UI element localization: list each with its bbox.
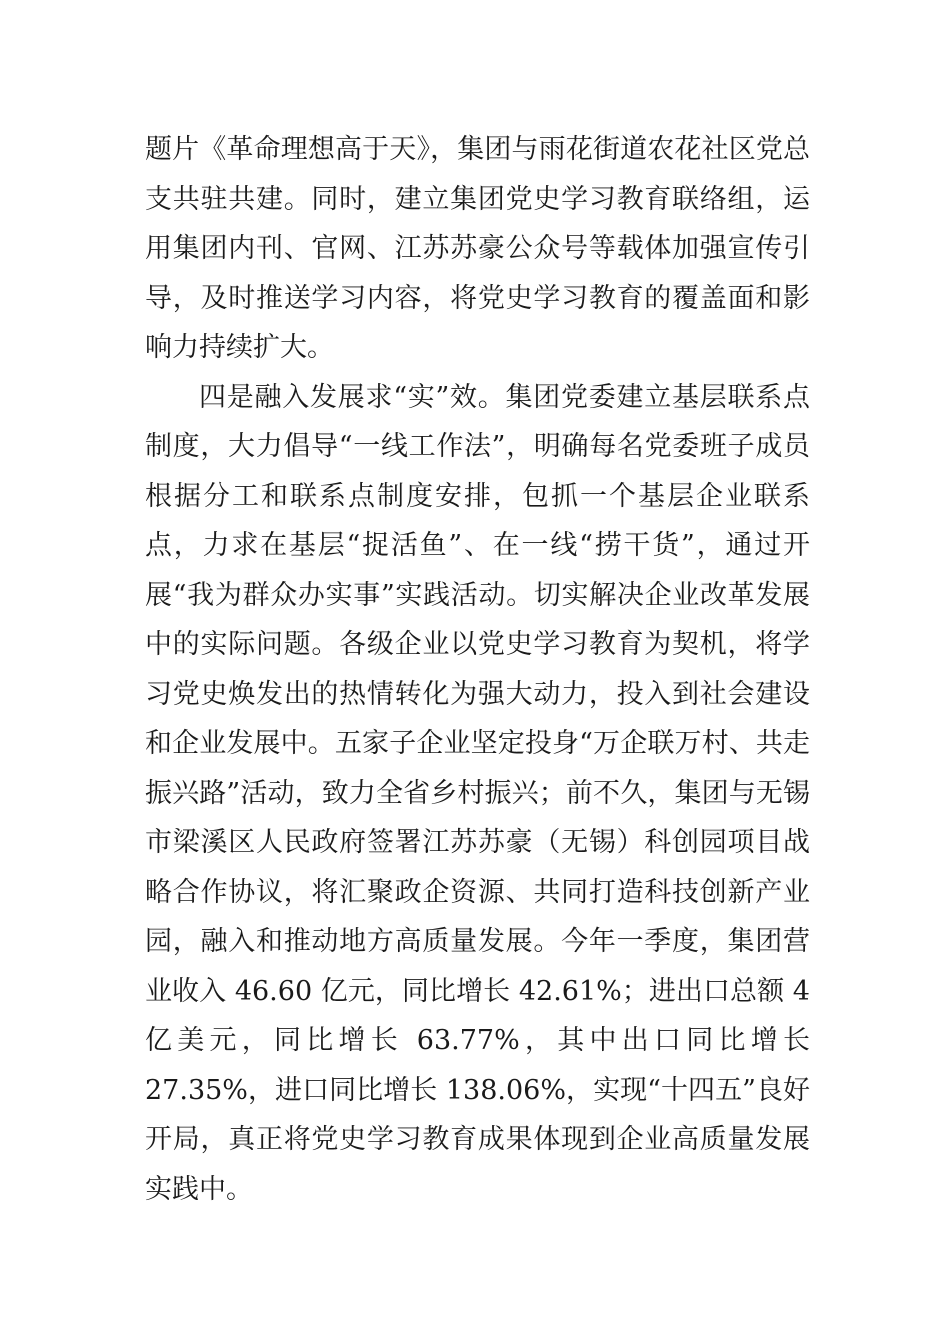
paragraph-1: 题片《革命理想高于天》，集团与雨花街道农花社区党总支共驻共建。同时，建立集团党史学习教育联络组，运用集团内刊、官网、江苏苏豪公众号等载体加强宣传引导，及时推送学习内容，将党史学习教育的覆盖面和影响力持续扩大。 — [145, 134, 810, 363]
paragraph-2: 四是融入发展求“实”效。集团党委建立基层联系点制度，大力倡导“一线工作法”，明确每名党委班子成员根据分工和联系点制度安排，包抓一个基层企业联系点，力求在基层“捉活鱼”、在一线“捞干货”，通过开展“我为群众办实事”实践活动。切实解决企业改革发展中的实际问题。各级企业以党史学习教育为契机，将学习党史焕发出的热情转化为强大动力，投入到社会建设和企业发展中。五家子企业坚定投身“万企联万村、共走振兴路”活动，致力全省乡村振兴；前不久，集团与无锡市梁溪区人民政府签署江苏苏豪（无锡）科创园项目战略合作协议，将汇聚政企资源、共同打造科技创新产业园，融入和推动地方高质量发展。今年一季度，集团营业收入 46.60 亿元，同比增长 42.61%；进出口总额 4 亿美元，同比增长 63.77%，其中出口同比增长 27.35%，进口同比增长 138.06%，实现“十四五”良好开局，真正将党史学习教育成果体现到企业高质量发展实践中。 — [145, 381, 810, 1205]
document-body — [145, 125, 810, 1214]
